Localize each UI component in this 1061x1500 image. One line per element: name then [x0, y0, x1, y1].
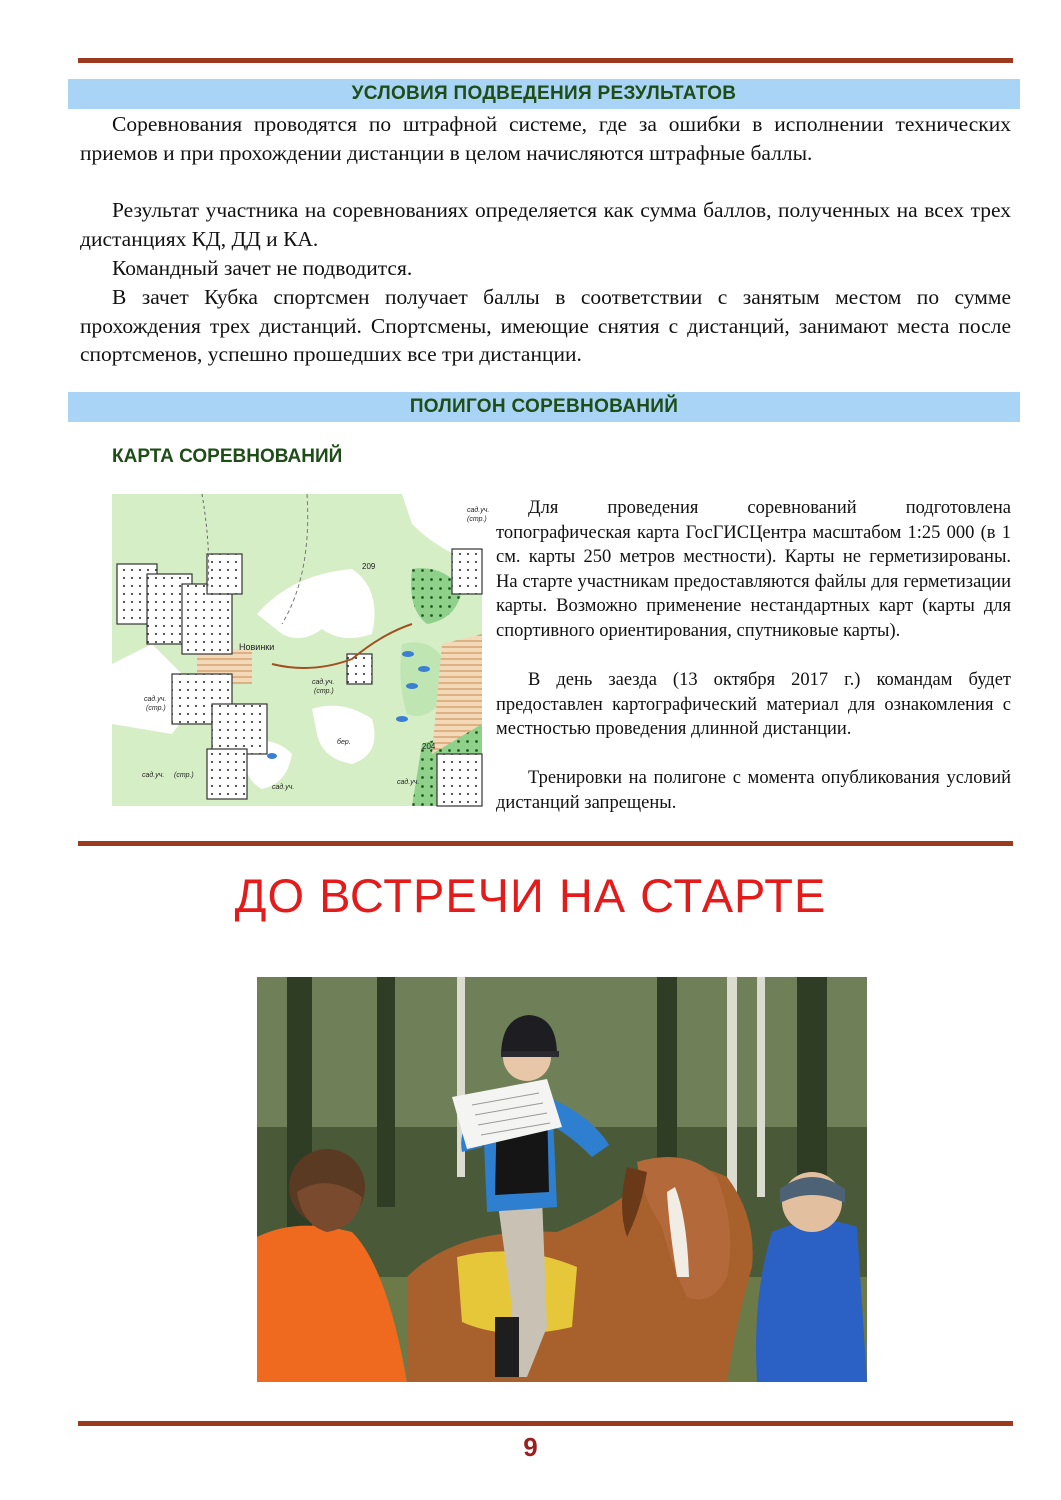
section-heading-results: УСЛОВИЯ ПОДВЕДЕНИЯ РЕЗУЛЬТАТОВ — [68, 79, 1020, 109]
map-label-bereg: бер. — [337, 739, 351, 746]
map-label-village: Новинки — [239, 642, 275, 652]
page-number: 9 — [523, 1432, 538, 1462]
polygon-paragraph-3: Тренировки на полигоне с момента опубликования условий дистанций запрещены. — [496, 768, 1011, 813]
results-paragraph-3: Командный зачет не подводится. — [112, 256, 413, 280]
results-paragraph-4: В зачет Кубка спортсмен получает баллы в соответствии с занятым местом по сумме прохождения трех дистанций. Спортсмены, имеющие снятия с дистанций, занимают места после спортсменов, успешно прошедших все три дистанции. — [80, 285, 1011, 366]
map-label-garden-a: сад.уч. — [312, 679, 335, 686]
map-subheading: КАРТА СОРЕВНОВАНИЙ — [112, 446, 343, 467]
results-paragraph-2: Результат участника на соревнованиях определяется как сумма баллов, полученных на всех трех дистанциях КД, ДД и КА. — [80, 198, 1011, 251]
middle-divider — [78, 841, 1013, 846]
map-label-height-209: 209 — [362, 562, 376, 571]
bottom-divider — [78, 1421, 1013, 1426]
competition-map — [112, 494, 490, 806]
rider-photo — [257, 977, 867, 1382]
map-label-garden-c-sub: (стр.) — [467, 516, 487, 523]
map-label-garden-d: сад.уч. — [397, 779, 420, 786]
map-label-garden-b: сад.уч. — [144, 696, 167, 703]
map-label-garden-f: сад.уч. — [272, 784, 295, 791]
map-label-height-204: 204 — [422, 742, 436, 751]
map-label-garden-b-sub: (стр.) — [146, 705, 166, 712]
map-label-garden-e: сад.уч. — [142, 772, 165, 779]
top-divider — [78, 58, 1013, 63]
map-label-garden-c: сад.уч. — [467, 507, 490, 514]
polygon-paragraph-2: В день заезда (13 октября 2017 г.) командам будет предоставлен картографический материал для ознакомления с местностью проведения длинной дистанции. — [496, 670, 1011, 740]
polygon-paragraph-1: Для проведения соревнований подготовлена топографическая карта ГосГИСЦентра масштабом 1:25 000 (в 1 см. карты 250 метров местности). Карты не герметизированы. На старте участникам предоставляются файлы для герметизации карты. Возможно применение нестандартных карт (карты для спортивного ориентирования, спутниковые карты). — [496, 498, 1011, 641]
section-heading-polygon: ПОЛИГОН СОРЕВНОВАНИЙ — [68, 392, 1020, 422]
closing-title: ДО ВСТРЕЧИ НА СТАРТЕ — [234, 869, 827, 922]
results-paragraph-1: Соревнования проводятся по штрафной системе, где за ошибки в исполнении технических приемов и при прохождении дистанции в целом начисляются штрафные баллы. — [80, 112, 1011, 165]
map-label-garden-a-sub: (стр.) — [314, 688, 334, 695]
map-label-garden-e-sub: (стр.) — [174, 772, 194, 779]
